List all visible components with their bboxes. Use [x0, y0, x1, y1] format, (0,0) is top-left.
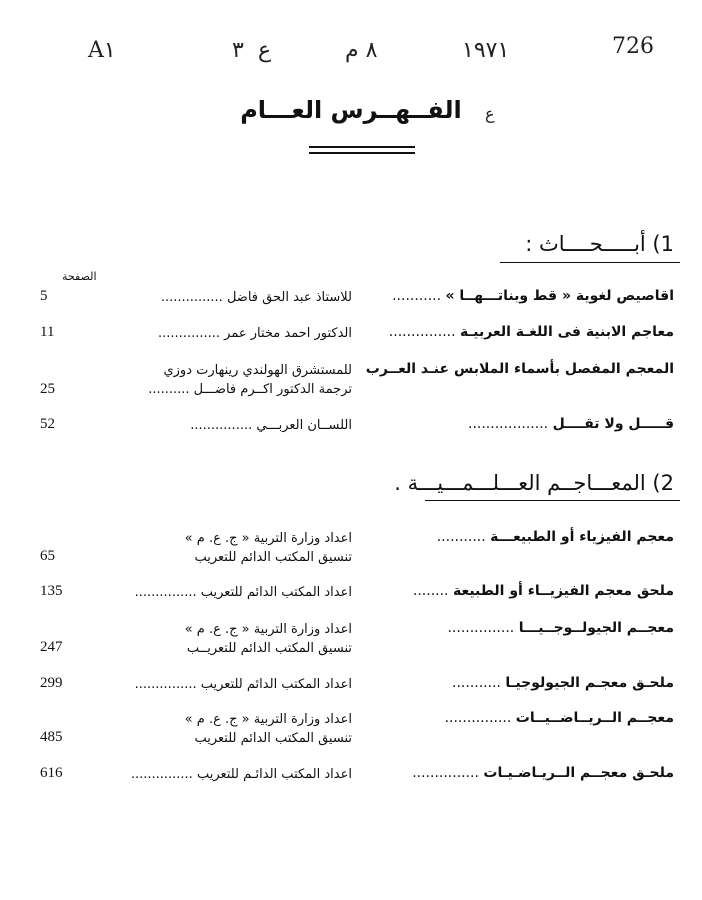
section-heading-scientific-dictionaries: 2) المعـــاجــم العـــلـــمـــيـــة . [394, 471, 674, 495]
entry-topic: المعجم المفصل بأسماء الملابس عنـد العــرب [365, 361, 674, 377]
handwritten-mark-left: A١ [88, 38, 116, 63]
entry-page: 25 [40, 381, 55, 397]
entry-page: 52 [40, 416, 55, 432]
handwritten-mark-3: ع [258, 38, 272, 63]
entry-topic: ملحـق معجـم الجيولوجيـا ........... [452, 675, 674, 691]
page-column-label: الصفحة [62, 270, 97, 283]
entry-page: 616 [40, 765, 63, 781]
entry-page: 135 [40, 583, 63, 599]
page-title: الفــهــرس العـــام [240, 96, 462, 124]
section-underline [425, 500, 680, 501]
author-line-2: تنسيق المكتب الدائم للتعريب [194, 550, 352, 565]
section-underline [500, 262, 680, 263]
author-line: للمستشرق الهولندي رينهارت دوزي [163, 363, 352, 378]
entry-topic: اقاصيص لغوية « قط وبناتـــهــا » ........... [392, 288, 674, 304]
entry-topic: ملحق معجم الفيزيــاء أو الطبيعة ........ [412, 583, 674, 599]
author-line: اعداد وزارة التربية « ج. ع. م » [184, 531, 352, 546]
entry-page: 11 [40, 324, 55, 340]
entry-author: اللســان العربـــي ............... [190, 418, 352, 433]
title-underline [309, 146, 415, 148]
entry-topic: قـــــل ولا تقــــل .................. [468, 416, 674, 432]
author-line: اعداد وزارة التربية « ج. ع. م » [184, 712, 352, 727]
handwritten-year: ١٩٧١ [462, 38, 510, 63]
entry-topic: معاجم الابنية فى اللغـة العربيـة ............... [388, 324, 674, 340]
entry-author: اعداد المكتب الدائم للتعريب ............... [134, 677, 352, 692]
title-underline-2 [309, 152, 415, 154]
entry-topic: ملحـق معجــم الــريـاضـيـات ............... [412, 765, 674, 781]
entry-page: 247 [40, 639, 63, 655]
entry-topic: معجم الفيزياء أو الطبيعـــة ........... [436, 529, 674, 545]
entry-author: الدكتور احمد مختار عمر ............... [158, 326, 352, 341]
author-line-2: تنسيق المكتب الدائم للتعريب [194, 731, 352, 746]
entry-author [120, 710, 352, 748]
entry-author [120, 620, 352, 658]
handwritten-mark-2: ٣ [232, 38, 244, 63]
author-line: اعداد وزارة التربية « ج. ع. م » [184, 622, 352, 637]
author-line-2: ترجمة الدكتور اكــرم فاضـــل .......... [148, 382, 352, 397]
handwritten-number: 726 [612, 34, 654, 59]
entry-author: اعداد المكتب الدائـم للتعريب ............... [130, 767, 352, 782]
entry-page: 5 [40, 288, 48, 304]
section-heading-research: 1) أبـــــحــــاث : [525, 232, 674, 256]
entry-author: اعداد المكتب الدائم للتعريب ............... [134, 585, 352, 600]
entry-page: 485 [40, 729, 63, 745]
author-line-2: تنسيق المكتب الدائم للتعريــب [186, 641, 352, 656]
entry-page: 65 [40, 548, 55, 564]
entry-author [120, 529, 352, 567]
entry-author: للاستاذ عبد الحق فاضل ............... [160, 290, 352, 305]
entry-author [120, 361, 352, 399]
entry-topic: معجــم الــريــاضــيــات ............... [444, 710, 674, 726]
entry-topic: معجــم الجيولــوجــيـــا ............... [447, 620, 674, 636]
handwritten-mark-4: ٨ م [345, 38, 378, 63]
entry-page: 299 [40, 675, 63, 691]
title-handwritten-mark: ع [485, 104, 495, 123]
